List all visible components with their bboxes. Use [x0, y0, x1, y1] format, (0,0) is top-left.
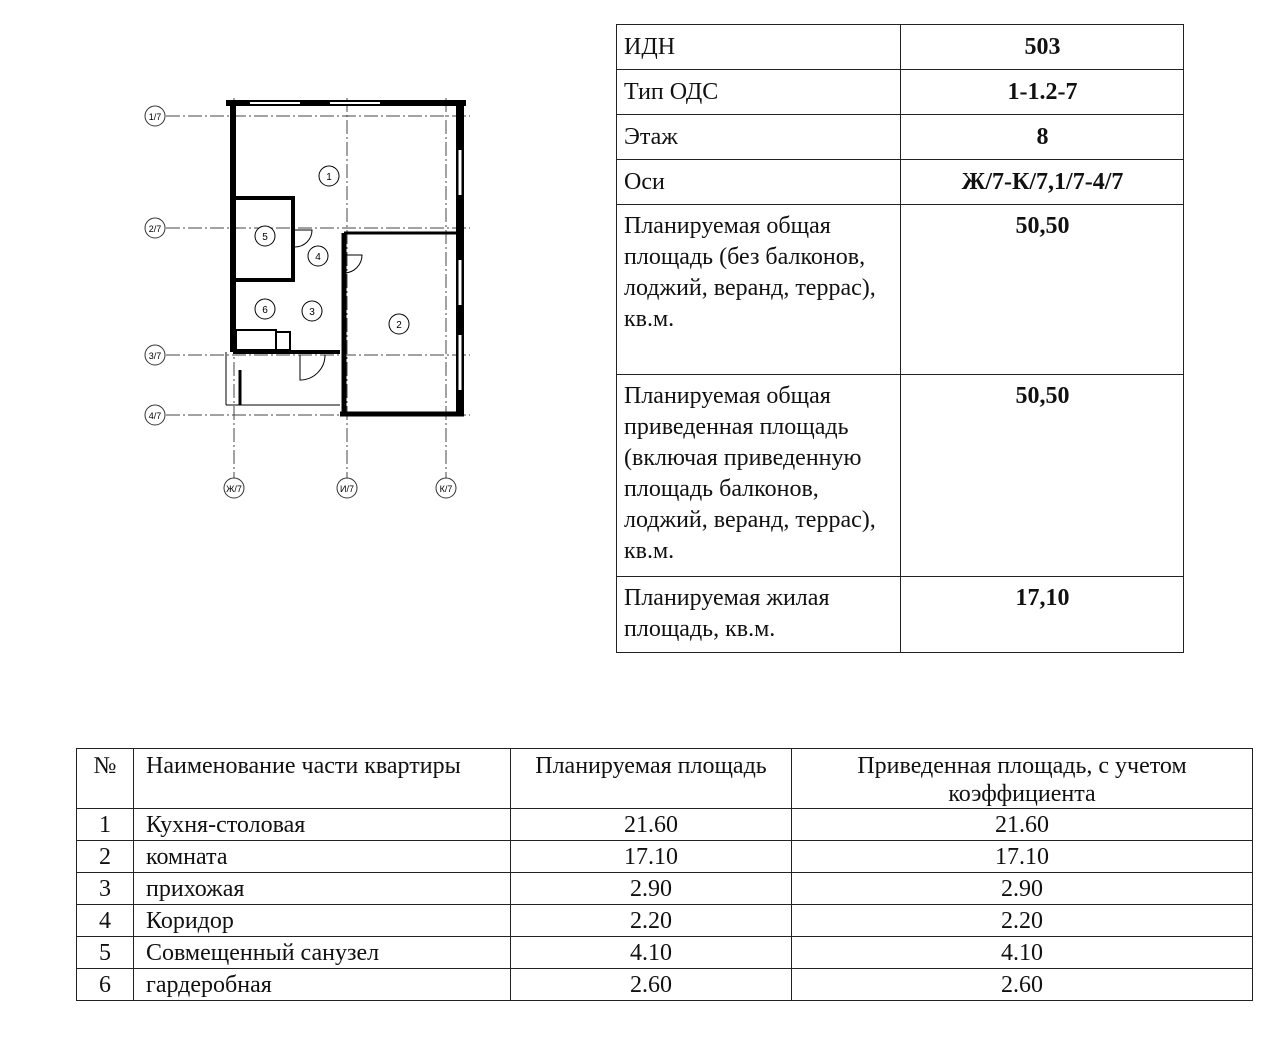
row-reduced: 2.90: [792, 873, 1253, 905]
row-name: Совмещенный санузел: [134, 937, 511, 969]
rooms-table: [76, 748, 1253, 1001]
axis-label: 1/7: [148, 112, 162, 122]
header-reduced-area: Приведенная площадь, с учетом коэффициента: [792, 749, 1253, 809]
info-value: 50,50: [901, 205, 1184, 375]
axis-label: 2/7: [148, 224, 162, 234]
info-label: Оси: [617, 160, 901, 205]
row-reduced: 4.10: [792, 937, 1253, 969]
axis-label: 4/7: [148, 411, 162, 421]
info-label: Тип ОДС: [617, 70, 901, 115]
table-row: [77, 937, 1253, 969]
axis-label: 3/7: [148, 351, 162, 361]
row-area: 2.20: [511, 905, 792, 937]
walls: [226, 100, 466, 416]
header-name: Наименование части квартиры: [134, 749, 511, 809]
info-value: 8: [901, 115, 1184, 160]
row-reduced: 2.20: [792, 905, 1253, 937]
info-value: Ж/7-К/7,1/7-4/7: [901, 160, 1184, 205]
room-mark: [319, 166, 339, 186]
info-value: 503: [901, 25, 1184, 70]
info-label: Планируемая общая приведенная площадь (включая приведенную площадь балконов, лоджий, веранд, террас), кв.м.: [617, 375, 901, 577]
info-value: 50,50: [901, 375, 1184, 577]
apartment-info-table: [616, 24, 1184, 653]
info-row: [617, 205, 1184, 375]
svg-text:5: 5: [262, 232, 268, 243]
room-mark: [255, 226, 275, 246]
row-area: 2.60: [511, 969, 792, 1001]
svg-text:1: 1: [326, 172, 332, 183]
svg-text:4: 4: [315, 252, 321, 263]
info-row: [617, 70, 1184, 115]
row-reduced: 2.60: [792, 969, 1253, 1001]
row-reduced: 21.60: [792, 809, 1253, 841]
room-mark: [389, 314, 409, 334]
info-label: Планируемая общая площадь (без балконов, лоджий, веранд, террас), кв.м.: [617, 205, 901, 375]
table-row: [77, 873, 1253, 905]
row-name: прихожая: [134, 873, 511, 905]
room-mark: [302, 301, 322, 321]
table-row: [77, 905, 1253, 937]
info-label: Этаж: [617, 115, 901, 160]
row-name: Коридор: [134, 905, 511, 937]
row-number: 3: [77, 873, 134, 905]
info-row: [617, 25, 1184, 70]
axis-marker-row: [145, 345, 165, 365]
row-name: комната: [134, 841, 511, 873]
row-number: 6: [77, 969, 134, 1001]
row-reduced: 17.10: [792, 841, 1253, 873]
axis-label: И/7: [340, 484, 354, 494]
room-mark: [255, 299, 275, 319]
info-label: ИДН: [617, 25, 901, 70]
svg-text:6: 6: [262, 305, 268, 316]
axis-marker-col: [436, 478, 456, 498]
row-number: 5: [77, 937, 134, 969]
info-row: [617, 115, 1184, 160]
row-area: 21.60: [511, 809, 792, 841]
floor-plan: [140, 90, 480, 510]
axis-marker-row: [145, 405, 165, 425]
info-row: [617, 577, 1184, 653]
info-row: [617, 160, 1184, 205]
row-area: 4.10: [511, 937, 792, 969]
axis-label: К/7: [439, 484, 453, 494]
row-number: 2: [77, 841, 134, 873]
room-mark: [308, 246, 328, 266]
table-row: [77, 841, 1253, 873]
row-name: гардеробная: [134, 969, 511, 1001]
info-value: 17,10: [901, 577, 1184, 653]
svg-text:3: 3: [309, 307, 315, 318]
row-area: 17.10: [511, 841, 792, 873]
svg-text:2: 2: [396, 320, 402, 331]
info-value: 1-1.2-7: [901, 70, 1184, 115]
row-number: 1: [77, 809, 134, 841]
axis-label: Ж/7: [226, 484, 242, 494]
table-row: [77, 969, 1253, 1001]
header-number: №: [77, 749, 134, 809]
info-row: [617, 375, 1184, 577]
header-area: Планируемая площадь: [511, 749, 792, 809]
row-name: Кухня-столовая: [134, 809, 511, 841]
axis-marker-row: [145, 106, 165, 126]
axis-marker-col: [224, 478, 244, 498]
row-number: 4: [77, 905, 134, 937]
info-label: Планируемая жилая площадь, кв.м.: [617, 577, 901, 653]
axis-marker-col: [337, 478, 357, 498]
table-row: [77, 809, 1253, 841]
row-area: 2.90: [511, 873, 792, 905]
axis-marker-row: [145, 218, 165, 238]
rooms-header-row: [77, 749, 1253, 809]
